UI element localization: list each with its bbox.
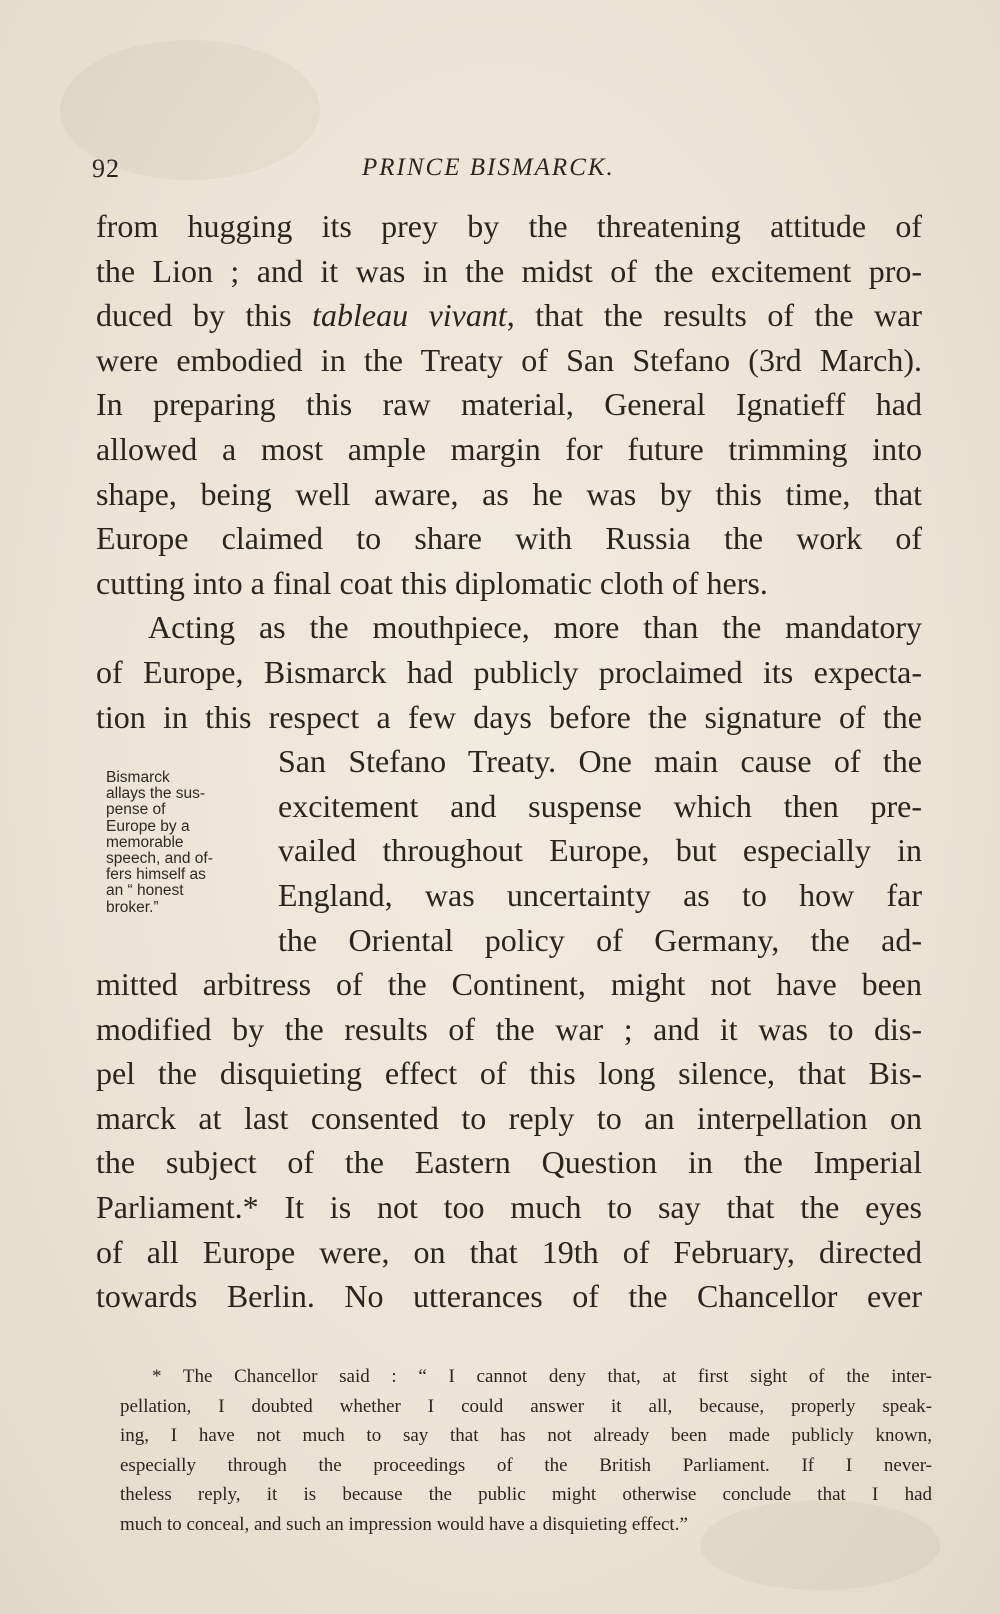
italic-phrase: tableau vivant bbox=[312, 297, 507, 334]
footnote-line: pellation, I doubted whether I could answer it all, because, properly speak- bbox=[120, 1395, 932, 1417]
body-line: mitted arbitress of the Continent, might not have been bbox=[96, 966, 922, 1003]
body-line: the subject of the Eastern Question in the Imperial bbox=[96, 1144, 922, 1181]
body-line: excitement and suspense which then pre- bbox=[278, 787, 922, 824]
body-line: Europe claimed to share with Russia the work of bbox=[96, 520, 922, 557]
body-line: of all Europe were, on that 19th of February, directed bbox=[96, 1233, 922, 1270]
marginal-note-line: Europe by a bbox=[106, 817, 190, 835]
running-head: PRINCE BISMARCK. bbox=[362, 154, 615, 181]
footnote-line: ing, I have not much to say that has not already been made publicly known, bbox=[120, 1425, 932, 1446]
body-line: modified by the results of the war ; and it was to dis- bbox=[96, 1010, 922, 1047]
marginal-note-line: an “ honest bbox=[106, 882, 184, 900]
page-header bbox=[92, 150, 922, 190]
body-line: allowed a most ample margin for future trimming into bbox=[96, 430, 922, 467]
body-line: cutting into a final coat this diplomatic cloth of hers. bbox=[96, 564, 768, 601]
body-line: shape, being well aware, as he was by this time, that bbox=[96, 475, 922, 512]
body-line: the Lion ; and it was in the midst of the excitement pro- bbox=[96, 252, 922, 289]
body-line: from hugging its prey by the threatening attitude of bbox=[96, 208, 922, 244]
footnote-line: * The Chancellor said : “ I cannot deny that, at first sight of the inter- bbox=[152, 1366, 932, 1387]
footnote-line: much to conceal, and such an impression would have a disquieting effect.” bbox=[120, 1513, 688, 1535]
body-line: England, was uncertainty as to how far bbox=[278, 876, 922, 913]
footnote bbox=[120, 1362, 932, 1539]
body-line: In preparing this raw material, General Ignatieff had bbox=[96, 386, 922, 423]
marginal-note-line: pense of bbox=[106, 801, 166, 819]
body-line: marck at last consented to reply to an interpellation on bbox=[96, 1099, 922, 1136]
marginal-note-line: memorable bbox=[106, 833, 184, 851]
marginal-note-line: Bismarck bbox=[106, 769, 170, 786]
page-number: 92 bbox=[92, 154, 120, 183]
marginal-note-line: broker.” bbox=[106, 898, 159, 916]
body-line: were embodied in the Treaty of San Stefano (3rd March). bbox=[96, 341, 922, 378]
marginal-note-line: fers himself as bbox=[106, 866, 206, 884]
body-line: of Europe, Bismarck had publicly proclaimed its expecta- bbox=[96, 653, 922, 690]
body-line-with-italic: duced by this tableau vivant, that the results of the war bbox=[96, 297, 922, 334]
marginal-note bbox=[106, 770, 266, 916]
body-line: Acting as the mouthpiece, more than the mandatory bbox=[148, 609, 922, 646]
body-line: the Oriental policy of Germany, the ad- bbox=[278, 921, 922, 958]
body-line: towards Berlin. No utterances of the Chancellor ever bbox=[96, 1278, 922, 1315]
body-text bbox=[96, 204, 922, 1319]
body-line: vailed throughout Europe, but especially in bbox=[278, 832, 922, 869]
body-line: pel the disquieting effect of this long silence, that Bis- bbox=[96, 1055, 922, 1092]
marginal-note-line: speech, and of- bbox=[106, 850, 213, 868]
body-line: tion in this respect a few days before the signature of the bbox=[96, 698, 922, 735]
body-line: Parliament.* It is not too much to say that the eyes bbox=[96, 1189, 922, 1226]
footnote-line: theless reply, it is because the public might otherwise conclude that I had bbox=[120, 1484, 932, 1505]
body-line: San Stefano Treaty. One main cause of the bbox=[278, 743, 922, 780]
marginal-note-line: allays the sus- bbox=[106, 785, 206, 803]
footnote-line: especially through the proceedings of the British Parliament. If I never- bbox=[120, 1454, 932, 1476]
